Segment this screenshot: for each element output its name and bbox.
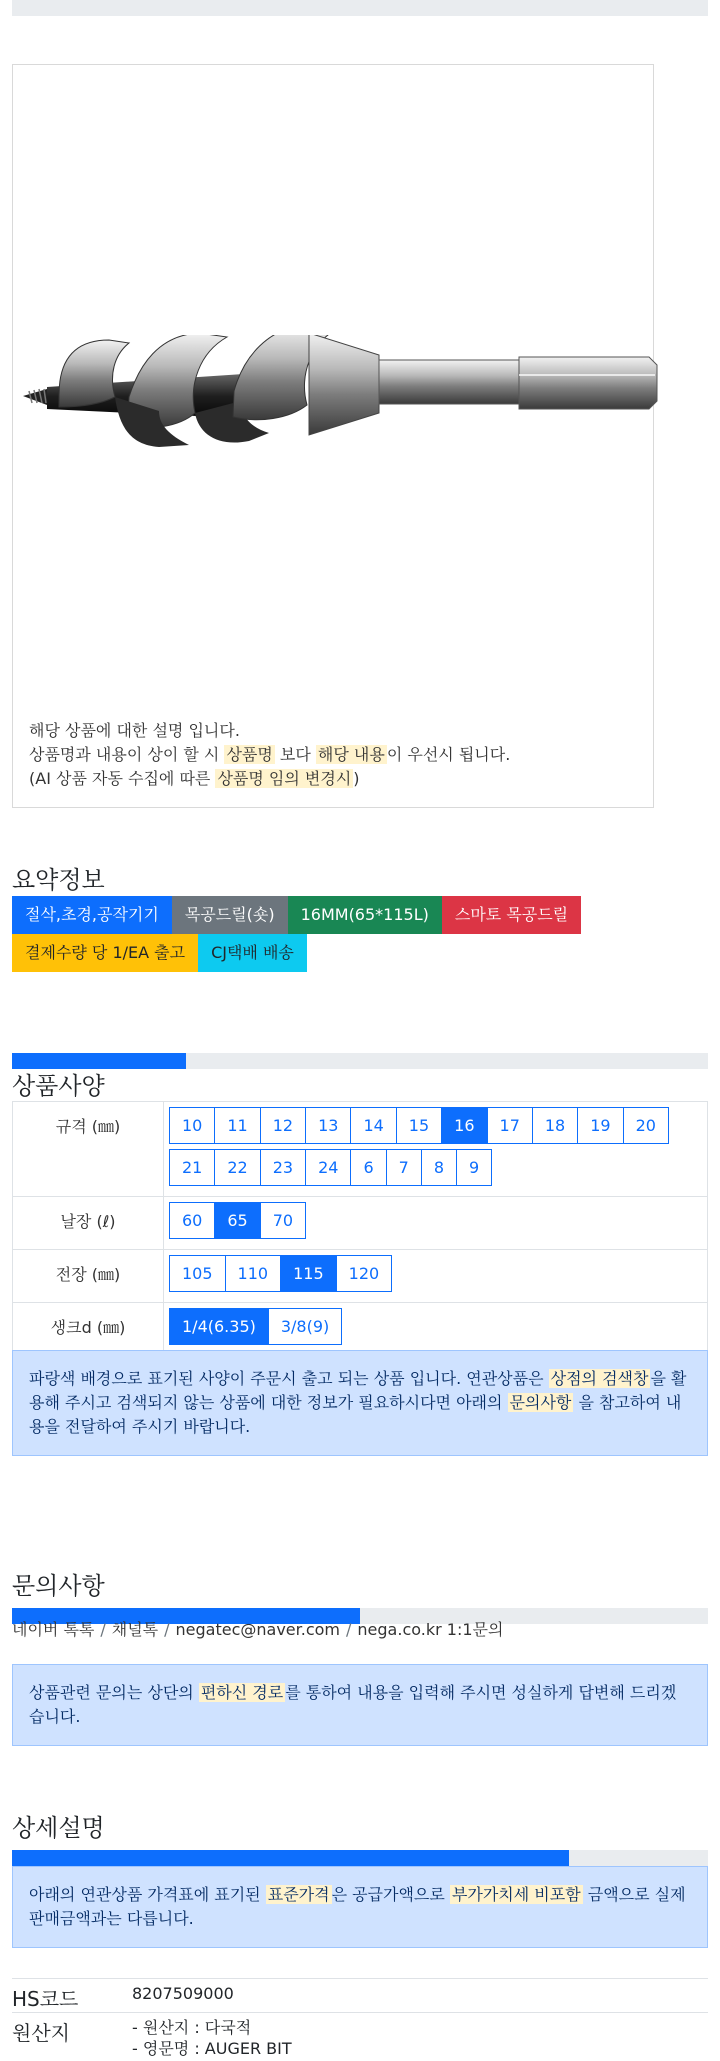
option-group (169, 1107, 689, 1191)
info-value (132, 2013, 708, 2060)
notice-text: 을 활용해 주시고 검색되지 않는 상품에 대한 정보가 필요하시다면 아래의 (29, 1369, 687, 1412)
contact-link[interactable]: negatec@naver.com (175, 1620, 341, 1639)
desc-line-2 (29, 743, 649, 767)
product-info-table (12, 1978, 708, 2059)
spec-option-button[interactable]: 3/8(9) (268, 1308, 342, 1345)
spec-option-button[interactable]: 110 (225, 1255, 282, 1292)
detail-progress-fill (12, 1850, 569, 1866)
spec-option-button[interactable]: 12 (260, 1107, 306, 1144)
option-group (169, 1255, 707, 1297)
contact-links (12, 1617, 503, 1640)
spec-label: 전장 (㎜) (13, 1250, 164, 1303)
summary-badge: 스마토 목공드릴 (442, 896, 581, 934)
spec-row (13, 1102, 708, 1197)
info-row (12, 2013, 708, 2060)
highlight-product-name: 상품명 (226, 745, 273, 764)
desc-line-1: 해당 상품에 대한 설명 입니다. (29, 721, 240, 740)
desc-text: ) (353, 769, 360, 788)
spec-option-button[interactable]: 65 (214, 1202, 260, 1239)
spec-option-button[interactable]: 60 (169, 1202, 215, 1239)
spec-option-button[interactable]: 105 (169, 1255, 226, 1292)
spec-label: 날장 (ℓ) (13, 1197, 164, 1250)
summary-badge: 결제수량 당 1/EA 출고 (12, 934, 198, 972)
specs-notice (12, 1350, 708, 1456)
summary-title: 요약정보 (12, 866, 105, 894)
spec-option-button[interactable]: 17 (487, 1107, 533, 1144)
spec-options (164, 1102, 708, 1197)
highlight-content: 해당 내용 (317, 745, 385, 764)
option-group (169, 1202, 707, 1244)
notice-text: 을 참고하여 내용을 전달하여 주시기 바랍니다. (29, 1393, 682, 1436)
spec-row (13, 1303, 708, 1356)
spec-row (13, 1197, 708, 1250)
contact-link[interactable]: nega.co.kr 1:1문의 (357, 1620, 504, 1639)
notice-text: 은 공급가액으로 (331, 1885, 450, 1904)
spec-option-button[interactable]: 23 (260, 1149, 306, 1186)
spec-label: 생크d (㎜) (13, 1303, 164, 1356)
info-value-line: - 원산지 : 다국적 (132, 2018, 252, 2037)
highlight-rename: 상품명 임의 변경시 (217, 769, 352, 788)
spec-option-button[interactable]: 9 (456, 1149, 492, 1186)
desc-text: (AI 상품 자동 수집에 따른 (29, 769, 216, 788)
spec-option-button[interactable]: 19 (577, 1107, 623, 1144)
spec-option-button[interactable]: 6 (350, 1149, 386, 1186)
top-progress-bar (12, 0, 708, 16)
spec-option-button[interactable]: 1/4(6.35) (169, 1308, 269, 1345)
spec-table (12, 1101, 708, 1356)
spec-option-button[interactable]: 115 (280, 1255, 337, 1292)
highlight-inquiry: 문의사항 (509, 1393, 572, 1412)
spec-option-button[interactable]: 22 (214, 1149, 260, 1186)
inquiry-notice (12, 1664, 708, 1746)
highlight-route: 편하신 경로 (200, 1683, 284, 1702)
spec-option-button[interactable]: 120 (336, 1255, 393, 1292)
product-image-panel (12, 64, 654, 808)
product-description (29, 719, 649, 791)
spec-options (164, 1197, 708, 1250)
spec-option-button[interactable]: 13 (305, 1107, 351, 1144)
spec-option-button[interactable]: 10 (169, 1107, 215, 1144)
spec-option-button[interactable]: 15 (396, 1107, 442, 1144)
spec-option-button[interactable]: 70 (260, 1202, 306, 1239)
spec-option-button[interactable]: 8 (421, 1149, 457, 1186)
spec-options (164, 1303, 708, 1356)
desc-line-3 (29, 767, 649, 791)
desc-text: 이 우선시 됩니다. (386, 745, 511, 764)
option-group (169, 1308, 707, 1350)
info-key: 원산지 (12, 2013, 132, 2060)
notice-text: 상품관련 문의는 상단의 (29, 1683, 199, 1702)
inquiry-title: 문의사항 (12, 1572, 105, 1600)
highlight-standard-price: 표준가격 (267, 1885, 330, 1904)
contact-link[interactable]: 네이버 톡톡 (12, 1620, 95, 1639)
summary-badge: CJ택배 배송 (198, 934, 307, 972)
specs-title: 상품사양 (12, 1072, 105, 1100)
notice-text: 금액으로 실제 판매금액과는 다릅니다. (29, 1885, 686, 1928)
spec-option-button[interactable]: 21 (169, 1149, 215, 1186)
info-row (12, 1979, 708, 2013)
summary-badge: 목공드릴(숏) (172, 896, 288, 934)
specs-progress-bar (12, 1053, 708, 1069)
spec-option-button[interactable]: 7 (386, 1149, 422, 1186)
detail-notice (12, 1866, 708, 1948)
link-separator: / (346, 1620, 352, 1639)
spec-label: 규격 (㎜) (13, 1102, 164, 1197)
desc-text: 상품명과 내용이 상이 할 시 (29, 745, 225, 764)
notice-text: 아래의 연관상품 가격표에 표기된 (29, 1885, 266, 1904)
detail-title: 상세설명 (12, 1814, 105, 1842)
badge-row (12, 896, 612, 934)
spec-options (164, 1250, 708, 1303)
info-key: HS코드 (12, 1979, 132, 2013)
notice-text: 파랑색 배경으로 표기된 사양이 주문시 출고 되는 상품 입니다. 연관상품은 (29, 1369, 549, 1388)
link-separator: / (164, 1620, 170, 1639)
highlight-vat: 부가가치세 비포함 (451, 1885, 581, 1904)
spec-option-button[interactable]: 24 (305, 1149, 351, 1186)
notice-text: 를 통하여 내용을 입력해 주시면 성실하게 답변해 드리겠습니다. (29, 1683, 677, 1726)
highlight-search: 상점의 검색창 (550, 1369, 649, 1388)
info-value (132, 1979, 708, 2013)
summary-badge: 16MM(65*115L) (288, 896, 442, 934)
summary-badge: 절삭,초경,공작기기 (12, 896, 172, 934)
summary-badges (12, 896, 612, 972)
link-separator: / (100, 1620, 106, 1639)
desc-text: 보다 (274, 745, 316, 764)
spec-option-button[interactable]: 18 (532, 1107, 578, 1144)
spec-row (13, 1250, 708, 1303)
spec-option-button[interactable]: 16 (441, 1107, 487, 1144)
auger-bit-image (19, 335, 659, 505)
contact-link[interactable]: 채널톡 (111, 1620, 159, 1639)
spec-option-button[interactable]: 20 (623, 1107, 669, 1144)
badge-row (12, 934, 612, 972)
detail-progress-bar (12, 1850, 708, 1866)
info-value-line: - 영문명 : AUGER BIT (132, 2039, 292, 2058)
info-value-line: 8207509000 (132, 1984, 234, 2003)
spec-option-button[interactable]: 11 (214, 1107, 260, 1144)
spec-option-button[interactable]: 14 (350, 1107, 396, 1144)
